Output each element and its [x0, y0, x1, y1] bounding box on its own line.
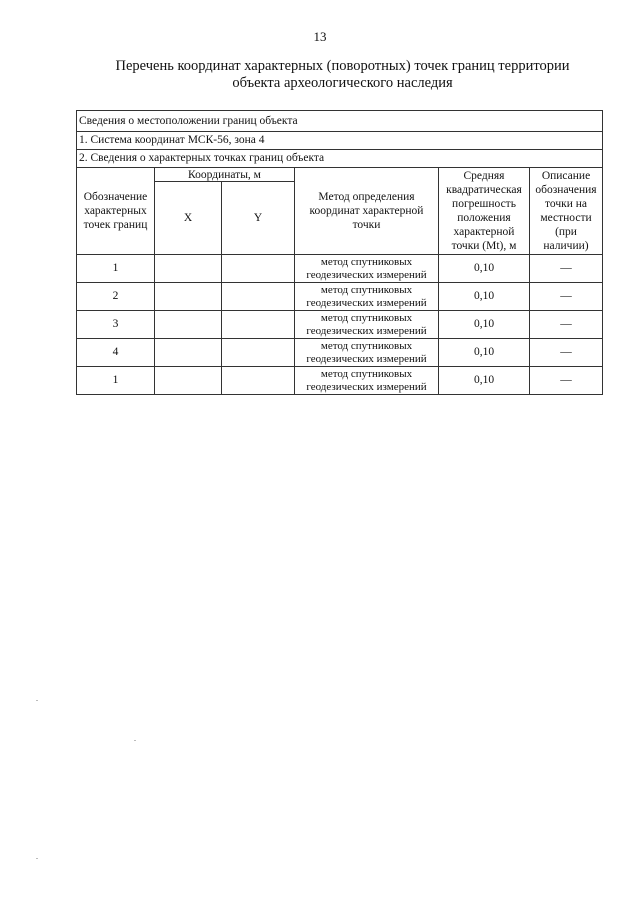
y-cell [222, 255, 295, 283]
method-cell: метод спутниковых геодезических измерений [295, 283, 439, 311]
point-cell: 4 [77, 339, 155, 367]
section-row-system [77, 132, 603, 150]
header-designation: Обозначение характерных точек границ [77, 168, 155, 255]
x-cell [155, 255, 222, 283]
section-row-location [77, 111, 603, 132]
table-row [77, 367, 603, 395]
method-cell: метод спутниковых геодезических измерений [295, 255, 439, 283]
section-system-label: 1. Система координат МСК-56, зона 4 [77, 132, 603, 150]
point-cell: 1 [77, 367, 155, 395]
header-error: Средняя квадратическая погрешность положения характерной точки (Mt), м [439, 168, 530, 255]
error-cell: 0,10 [439, 311, 530, 339]
page-number: 13 [313, 29, 327, 44]
description-cell: — [530, 367, 603, 395]
section-location-label: Сведения о местоположении границ объекта [77, 111, 603, 132]
table-row [77, 339, 603, 367]
header-method: Метод определения координат характерной точки [295, 168, 439, 255]
description-cell: — [530, 311, 603, 339]
point-cell: 2 [77, 283, 155, 311]
x-cell [155, 367, 222, 395]
description-cell: — [530, 339, 603, 367]
header-y: Y [222, 182, 295, 255]
description-cell: — [530, 283, 603, 311]
method-cell: метод спутниковых геодезических измерений [295, 339, 439, 367]
y-cell [222, 311, 295, 339]
title-line-1: Перечень координат характерных (поворотных) точек границ территории [115, 58, 570, 74]
error-cell: 0,10 [439, 339, 530, 367]
description-cell: — [530, 255, 603, 283]
header-x: X [155, 182, 222, 255]
x-cell [155, 311, 222, 339]
header-coordinates: Координаты, м [155, 168, 295, 182]
x-cell [155, 339, 222, 367]
scan-speck [134, 740, 136, 741]
section-points-label: 2. Сведения о характерных точках границ объекта [77, 150, 603, 168]
header-row [77, 168, 603, 182]
x-cell [155, 283, 222, 311]
error-cell: 0,10 [439, 255, 530, 283]
table-row [77, 283, 603, 311]
method-cell: метод спутниковых геодезических измерений [295, 311, 439, 339]
scan-speck [36, 700, 38, 701]
header-description: Описание обозначения точки на местности (при наличии) [530, 168, 603, 255]
error-cell: 0,10 [439, 283, 530, 311]
scan-speck [36, 858, 38, 859]
point-cell: 1 [77, 255, 155, 283]
method-cell: метод спутниковых геодезических измерений [295, 367, 439, 395]
point-cell: 3 [77, 311, 155, 339]
y-cell [222, 339, 295, 367]
section-row-points [77, 150, 603, 168]
table-row [77, 311, 603, 339]
table-row [77, 255, 603, 283]
y-cell [222, 283, 295, 311]
document-title [95, 58, 590, 92]
coordinates-table [76, 110, 603, 395]
title-line-2: объекта археологического наследия [232, 75, 453, 91]
y-cell [222, 367, 295, 395]
error-cell: 0,10 [439, 367, 530, 395]
